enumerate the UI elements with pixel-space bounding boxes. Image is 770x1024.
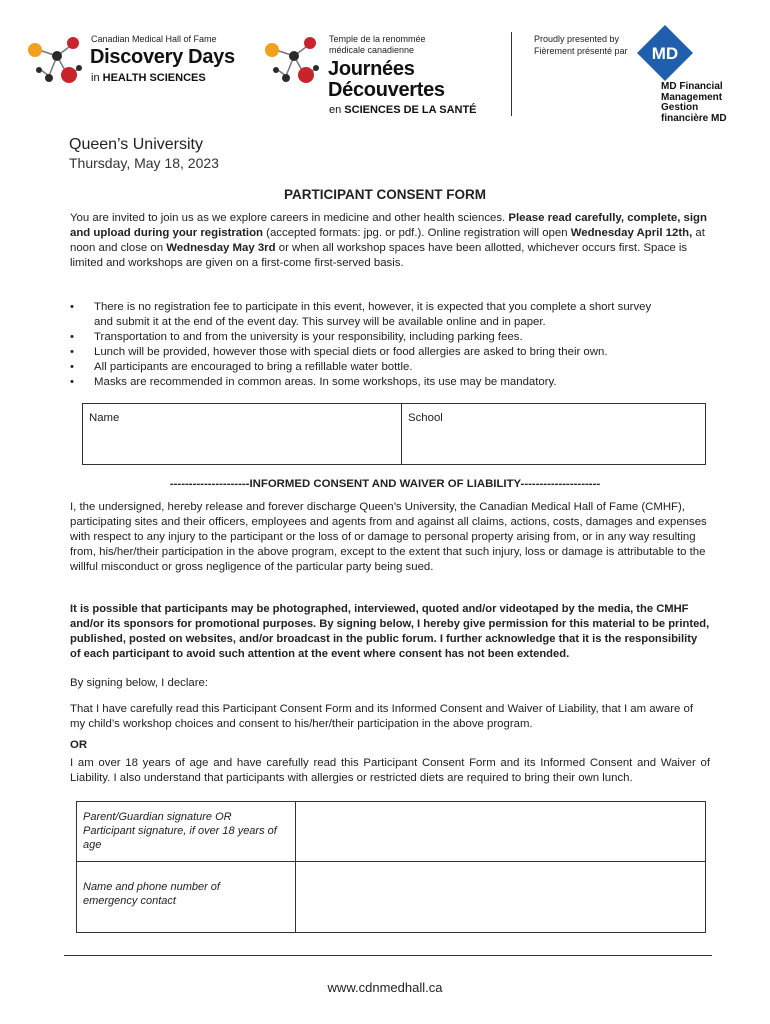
school-label: School — [408, 412, 443, 424]
md-logo-icon — [636, 24, 694, 82]
logo2-subtitle — [329, 104, 477, 116]
logo2-subtitle-prefix: en — [329, 104, 345, 116]
intro-text-4: or when all workshop spaces have been allotted, whichever occurs first. Space is limited and workshops are given on a first-come first-served basis. — [70, 242, 688, 269]
md-name-line1: MD Financial — [661, 81, 723, 92]
logo2-subtitle-bold: SCIENCES DE LA SANTÉ — [344, 104, 477, 116]
logo2-small-line2: médicale canadienne — [329, 45, 415, 55]
intro-bold-3: Wednesday May 3rd — [166, 242, 276, 254]
md-name-line2: Management — [661, 91, 723, 103]
md-name — [661, 82, 727, 124]
list-item: • Lunch will be provided, however those with special diets or food allergies are asked to bring their own. — [70, 345, 670, 360]
discovery-days-logo — [27, 30, 247, 90]
name-label: Name — [89, 412, 120, 424]
name-field[interactable] — [83, 404, 402, 465]
intro-bold-1: Please read carefully, complete, sign and upload during your registration — [70, 212, 707, 239]
event-date: Thursday, May 18, 2023 — [69, 155, 219, 171]
header-divider — [511, 32, 512, 116]
intro-paragraph — [70, 211, 710, 271]
info-bullet-list — [70, 300, 670, 390]
waiver-paragraph: I, the undersigned, hereby release and forever discharge Queen’s University, the Canadian Medical Hall of Fame (CMHF), participating sites and their officers, employees and agents from and against all claims, actions, costs, damages and expenses with respect to any injury to the participant or the loss of or damage to personal property arising from, or in any way resulting from, his/her/their participation in the above program, except to the extent that such injury, loss or damage is attributable to the willful misconduct or gross negligence of the particular party being sued. — [70, 501, 707, 573]
presented-by-en: Proudly presented by — [534, 34, 620, 44]
list-item: • All participants are encouraged to bring a refillable water bottle. — [70, 360, 670, 375]
list-item: • Transportation to and from the university is your responsibility, including parking fees. — [70, 330, 670, 345]
logo1-subtitle-bold: HEALTH SCIENCES — [102, 72, 206, 84]
signature-table — [76, 801, 706, 933]
university-name: Queen’s University — [69, 136, 203, 153]
molecule-icon — [27, 30, 85, 90]
signature-field[interactable] — [296, 802, 706, 862]
footer-rule — [64, 955, 712, 956]
logo1-title: Discovery Days — [90, 46, 235, 68]
logo2-title-line2: Découvertes — [328, 79, 445, 101]
signature-label-cell — [77, 802, 296, 862]
logo1-subtitle — [91, 72, 206, 84]
intro-bold-2: Wednesday April 12th, — [570, 227, 693, 239]
intro-text-2: (accepted formats: jpg. or pdf.). Online registration will open — [263, 227, 571, 239]
list-item: • There is no registration fee to participate in this event, however, it is expected that you complete a short survey and submit it at the end of the event day. This survey will be available online and in paper. — [70, 300, 670, 330]
md-badge-text: MD — [651, 44, 679, 63]
logo2-small-line1: Temple de la renommée — [329, 34, 426, 44]
logo2-title-line1: Journées — [328, 58, 415, 80]
molecule-icon — [264, 30, 322, 90]
school-field[interactable] — [402, 404, 706, 465]
participant-info-table — [82, 403, 706, 465]
emergency-contact-label: Name and phone number of emergency contact — [83, 881, 220, 907]
presented-by-fr: Fièrement présenté par — [534, 46, 628, 56]
intro-text-1: You are invited to join us as we explore careers in medicine and other health sciences. — [70, 212, 509, 224]
md-name-line3: Gestion — [661, 102, 699, 113]
waiver-heading: ---------------------INFORMED CONSENT AND WAIVER OF LIABILITY--------------------- — [169, 478, 601, 490]
or-label: OR — [70, 739, 88, 751]
emergency-label-cell — [77, 862, 296, 933]
list-item: • Masks are recommended in common areas. In some workshops, its use may be mandatory. — [70, 375, 670, 390]
declare-option-guardian: That I have carefully read this Participant Consent Form and its Informed Consent and Waiver of Liability, that I am aware of my child’s workshop choices and consent to his/her/their participation in the above program. — [70, 703, 693, 730]
logo1-subtitle-prefix: in — [91, 72, 103, 84]
signature-label: Parent/Guardian signature OR Participant signature, if over 18 years of age — [83, 811, 277, 851]
declare-intro: By signing below, I declare: — [70, 677, 209, 689]
logo1-small-text: Canadian Medical Hall of Fame — [91, 34, 217, 44]
sponsor-block — [534, 34, 744, 126]
emergency-contact-field[interactable] — [296, 862, 706, 933]
intro-text-3: at noon and close on — [70, 227, 705, 254]
declare-option-adult: I am over 18 years of age and have carefully read this Participant Consent Form and its Informed Consent and Waiver of Liability. I also understand that participants with allergies or restricted diets are required to bring their own lunch. — [70, 757, 710, 784]
journees-decouvertes-logo — [264, 30, 504, 120]
md-name-line4: financière MD — [661, 112, 727, 124]
media-consent-paragraph: It is possible that participants may be photographed, interviewed, quoted and/or videotaped by the media, the CMHF and/or its sponsors for promotional purposes. By signing below, I hereby give permission for this material to be printed, published, posted on websites, and/or broadcast in the public forum. I further acknowledge that it is the responsibility of each participant to avoid such attention at the event where consent has not been extended. — [70, 603, 710, 660]
footer-url-link[interactable]: www.cdnmedhall.ca — [327, 980, 443, 995]
form-title: PARTICIPANT CONSENT FORM — [284, 187, 486, 202]
